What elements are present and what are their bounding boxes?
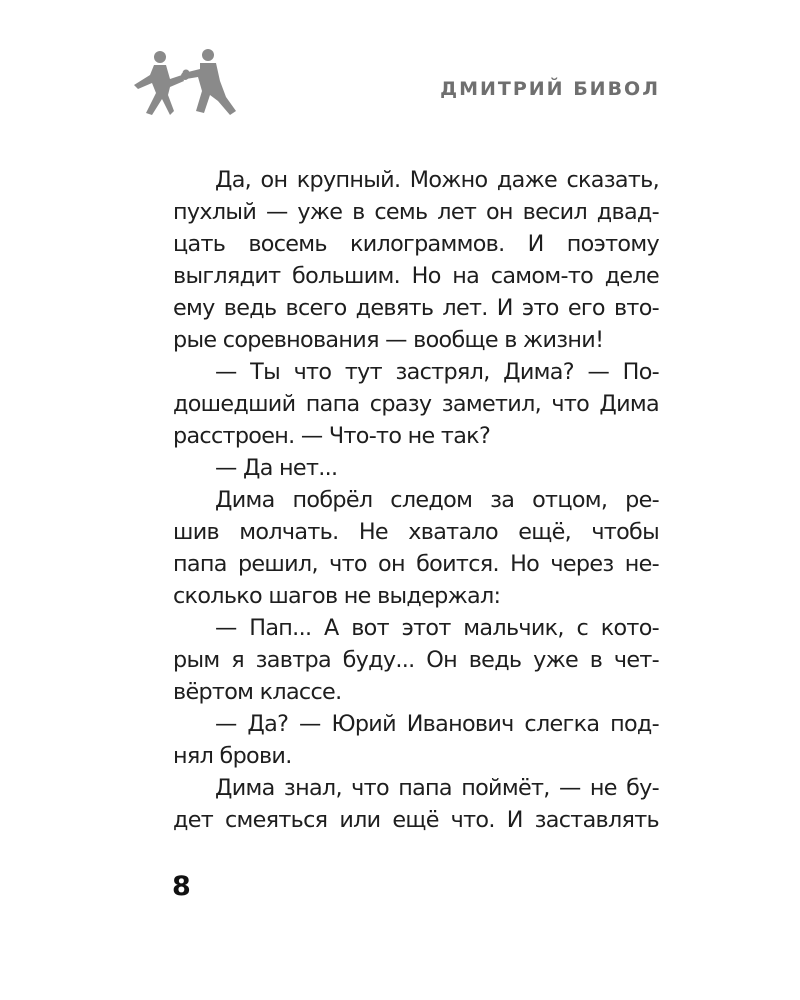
text-line: пухлый — уже в семь лет он весил двад- — [173, 199, 659, 225]
text-line: рым я завтра буду... Он ведь уже в чет- — [173, 647, 659, 673]
text-line: шив молчать. Не хватало ещё, чтобы — [173, 519, 659, 545]
text-line: дошедший папа сразу заметил, что Дима — [173, 391, 659, 417]
text-line: Дима побрёл следом за отцом, ре- — [215, 487, 659, 513]
text-line: папа решил, что он боится. Но через не- — [173, 551, 659, 577]
page-number: 8 — [172, 871, 191, 902]
text-line: сколько шагов не выдержал: — [173, 583, 501, 609]
text-line: — Ты что тут застрял, Дима? — По- — [215, 359, 659, 385]
boxers-silhouette-icon — [130, 45, 240, 120]
text-line: — Да? — Юрий Иванович слегка под- — [215, 711, 659, 737]
text-line: дет смеяться или ещё что. И заставлять — [173, 807, 659, 833]
text-line: расстроен. — Что-то не так? — [173, 423, 491, 449]
text-line: выглядит большим. Но на самом-то деле — [173, 263, 659, 289]
running-head-author: ДМИТРИЙ БИВОЛ — [440, 78, 660, 100]
text-line: вёртом классе. — [173, 679, 342, 705]
text-line: — Да нет... — [215, 455, 338, 481]
text-line: Дима знал, что папа поймёт, — не бу- — [215, 775, 659, 801]
text-line: — Пап... А вот этот мальчик, с кото- — [215, 615, 659, 641]
body-text — [173, 164, 659, 836]
text-line: цать восемь килограммов. И поэтому — [173, 231, 659, 257]
text-line: ему ведь всего девять лет. И это его вто- — [173, 295, 659, 321]
text-line: рые соревнования — вообще в жизни! — [173, 327, 604, 353]
text-line: Да, он крупный. Можно даже сказать, — [215, 167, 659, 193]
text-line: нял брови. — [173, 743, 292, 769]
